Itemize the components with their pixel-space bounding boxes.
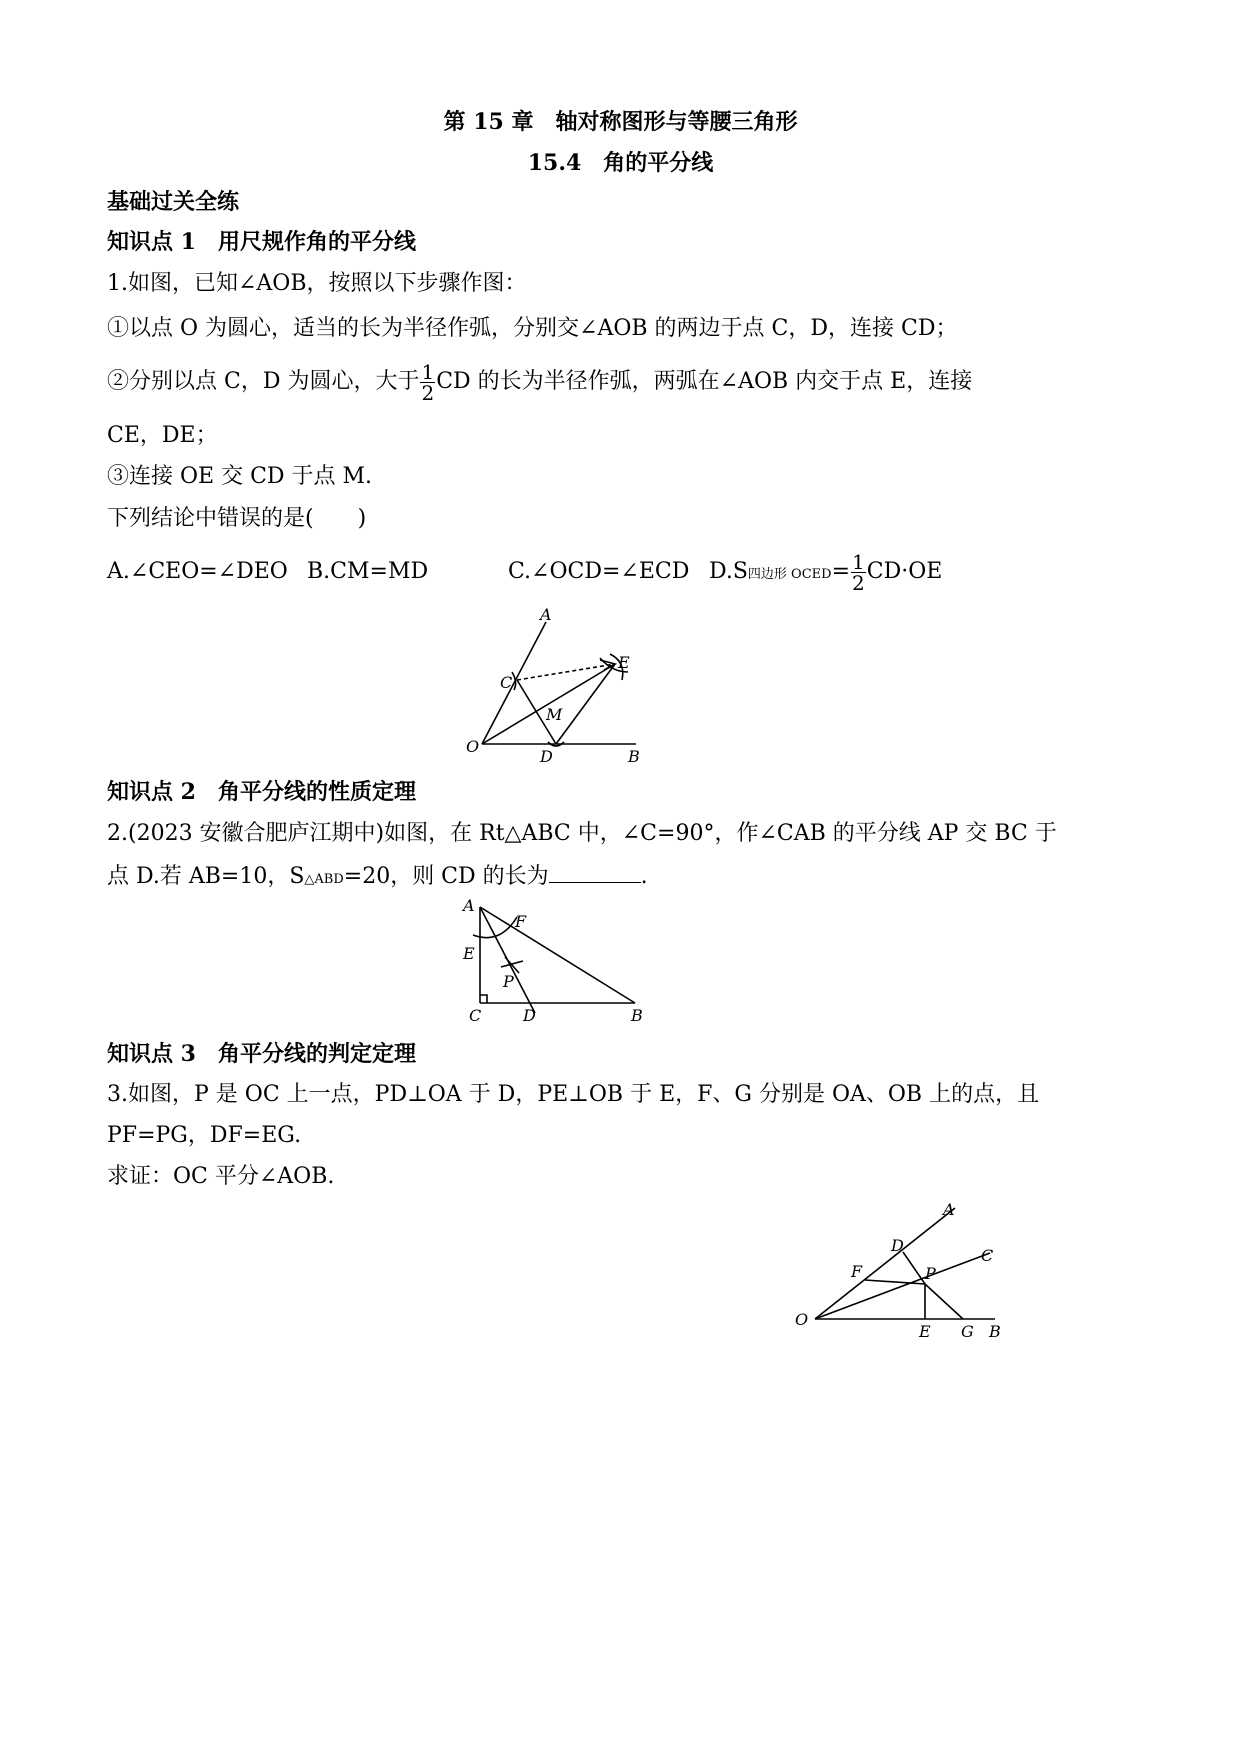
option-d-eq: = xyxy=(831,559,851,584)
kp2-line2-post: =20，则 CD 的长为 xyxy=(343,864,549,889)
option-d-post: CD·OE xyxy=(866,559,943,584)
label-e: E xyxy=(463,944,475,963)
segment-dp xyxy=(903,1252,925,1284)
kp1-title: 知识点 1 用尺规作角的平分线 xyxy=(107,229,416,255)
label-f: F xyxy=(851,1262,863,1281)
kp3-line3: 求证：OC 平分∠AOB. xyxy=(107,1164,335,1189)
label-c: C xyxy=(469,1006,482,1025)
label-e: E xyxy=(618,653,630,672)
label-b: B xyxy=(628,747,640,766)
option-c: C.∠OCD=∠ECD xyxy=(508,559,690,584)
section-title: 15.4 角的平分线 xyxy=(527,150,714,176)
label-o: O xyxy=(795,1310,809,1329)
label-b: B xyxy=(989,1322,1001,1341)
chapter-title: 第 15 章 轴对称图形与等腰三角形 xyxy=(443,109,798,135)
kp1-question: 下列结论中错误的是( ) xyxy=(107,506,367,531)
kp1-step2-pre: ②分别以点 C，D 为圆心，大于 xyxy=(107,369,420,394)
label-a: A xyxy=(540,605,552,624)
label-a: A xyxy=(463,896,475,915)
label-b: B xyxy=(631,1006,643,1025)
option-d-sub: 四边形 OCED xyxy=(747,567,832,582)
label-g: G xyxy=(961,1322,974,1341)
label-d: D xyxy=(540,747,553,766)
kp2-line2 xyxy=(107,862,648,894)
label-f: F xyxy=(515,912,527,931)
option-d-fraction xyxy=(851,549,866,595)
kp2-title: 知识点 2 角平分线的性质定理 xyxy=(107,779,416,805)
half-fraction xyxy=(420,359,435,405)
label-d: D xyxy=(891,1236,904,1255)
option-a: A.∠CEO=∠DEO xyxy=(107,559,288,584)
label-c: C xyxy=(981,1246,994,1265)
part-title: 基础过关全练 xyxy=(107,189,240,215)
kp2-line2-pre: 点 D.若 AB=10，S xyxy=(107,864,305,889)
kp1-step2-cont: CE，DE； xyxy=(107,423,218,448)
label-o: O xyxy=(466,737,480,756)
fraction-numerator: 1 xyxy=(421,359,435,384)
label-d: D xyxy=(523,1006,536,1025)
kp3-line2: PF=PG，DF=EG. xyxy=(107,1123,302,1148)
figure-bisector-proof xyxy=(785,1195,1015,1355)
kp1-intro: 1.如图，已知∠AOB，按照以下步骤作图： xyxy=(107,271,527,296)
right-angle-mark-icon xyxy=(480,995,487,1003)
label-m: M xyxy=(546,705,563,724)
kp3-line1: 3.如图，P 是 OC 上一点，PD⊥OA 于 D，PE⊥OB 于 E，F、G 分别是 OA、OB 上的点，且 xyxy=(107,1082,1040,1107)
label-c: C xyxy=(500,673,513,692)
kp1-step2 xyxy=(107,356,972,408)
label-a: A xyxy=(943,1200,955,1219)
kp3-title: 知识点 3 角平分线的判定定理 xyxy=(107,1041,416,1067)
kp2-line1: 2.(2023 安徽合肥庐江期中)如图，在 Rt△ABC 中，∠C=90°，作∠CAB 的平分线 AP 交 BC 于 xyxy=(107,821,1057,846)
ray-oa xyxy=(482,622,546,744)
ray-oc xyxy=(815,1253,990,1319)
figure-angle-bisector-construction xyxy=(460,600,660,770)
option-d-numerator: 1 xyxy=(852,549,865,574)
kp2-line2-sub: △ABD xyxy=(304,872,344,887)
kp1-step2-post: CD 的长为半径作弧，两弧在∠AOB 内交于点 E，连接 xyxy=(436,369,973,394)
option-b: B.CM=MD xyxy=(307,559,429,584)
fraction-denominator: 2 xyxy=(421,380,435,405)
option-d-denominator: 2 xyxy=(852,570,865,595)
segment-pg xyxy=(925,1284,963,1319)
kp1-step3: ③连接 OE 交 CD 于点 M. xyxy=(107,464,373,489)
label-p: P xyxy=(503,972,514,991)
kp2-line2-end: . xyxy=(640,864,648,889)
label-p: P xyxy=(925,1264,936,1283)
option-d-pre: D.S xyxy=(709,559,748,584)
label-e: E xyxy=(919,1322,931,1341)
segment-de xyxy=(556,664,615,744)
kp1-step1: ①以点 O 为圆心，适当的长为半径作弧，分别交∠AOB 的两边于点 C，D，连接 CD； xyxy=(107,316,958,341)
answer-blank[interactable] xyxy=(549,862,641,883)
figure-right-triangle xyxy=(455,895,655,1030)
option-d xyxy=(709,546,942,601)
